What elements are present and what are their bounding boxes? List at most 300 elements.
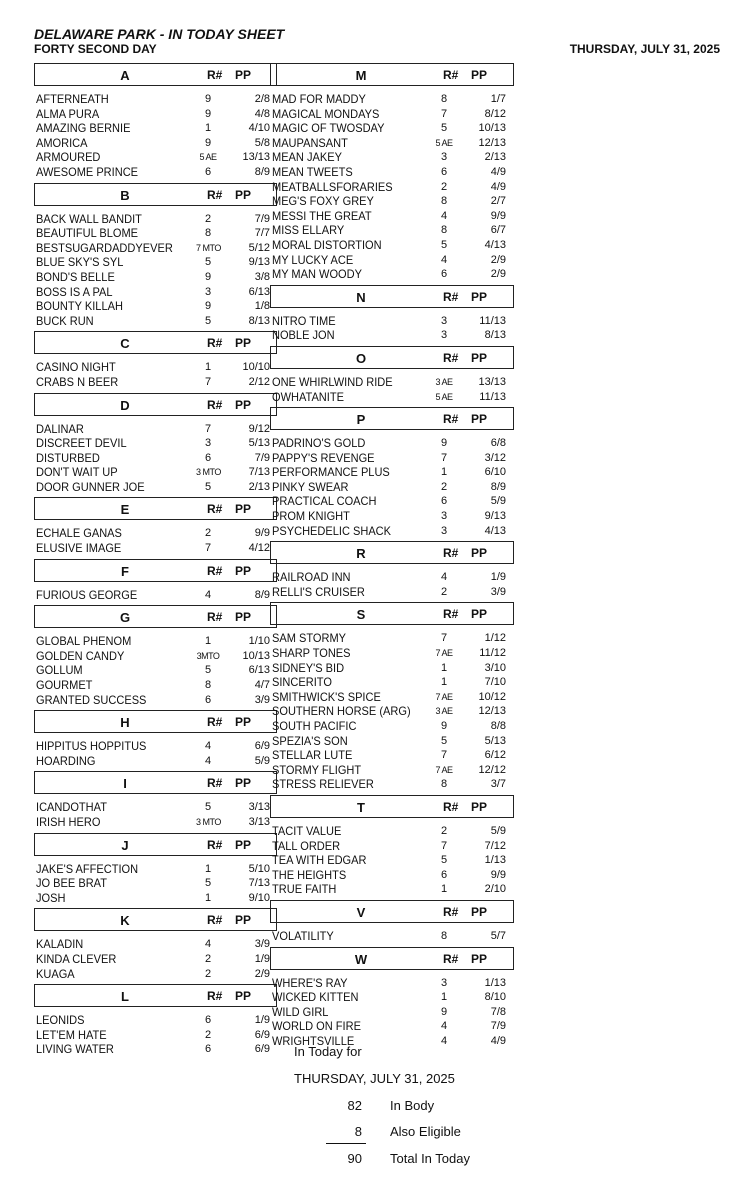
- horse-row: [34, 1028, 277, 1043]
- rnum-header: R#: [207, 715, 223, 730]
- race-number: 3: [204, 437, 212, 450]
- race-number: 2: [440, 180, 448, 193]
- horse-name: STORMY FLIGHT: [272, 762, 362, 777]
- horse-row: [270, 121, 514, 136]
- horse-row: [34, 754, 277, 769]
- section-header-a: [34, 63, 277, 86]
- post-position: 6/8: [490, 437, 506, 450]
- horse-name: BOSS IS A PAL: [36, 284, 113, 299]
- rnum-header: R#: [443, 68, 459, 82]
- post-position: 9/12: [248, 422, 270, 435]
- horse-name: PRACTICAL COACH: [272, 494, 377, 509]
- section-header-b: [34, 183, 277, 206]
- race-number: 8: [440, 778, 448, 791]
- section-letter: K: [120, 913, 130, 929]
- horse-name: IRISH HERO: [36, 815, 101, 829]
- horse-row: [34, 465, 277, 480]
- race-number: 4: [440, 571, 448, 584]
- post-position: 7/9: [254, 451, 270, 464]
- horse-name: GOURMET: [36, 678, 93, 693]
- horse-row: [270, 719, 514, 734]
- pp-header: PP: [471, 607, 488, 622]
- race-number: 9: [440, 1005, 448, 1018]
- horse-row: [270, 494, 514, 509]
- horse-row: [270, 436, 514, 451]
- race-number: 9: [204, 300, 212, 313]
- pp-header: PP: [235, 715, 252, 730]
- horse-name: ICANDOTHAT: [36, 800, 107, 815]
- post-position: 6/13: [248, 285, 270, 298]
- post-position: 5/9: [254, 754, 270, 767]
- race-number: 1: [440, 991, 448, 1004]
- section-header-o: [270, 346, 514, 369]
- horse-row: [34, 422, 277, 437]
- horse-name: KUAGA: [36, 966, 75, 981]
- section-header-v: [270, 900, 514, 923]
- rnum-header: R#: [207, 989, 223, 1004]
- horse-name: LET'EM HATE: [36, 1027, 107, 1042]
- race-number: 1: [440, 661, 448, 674]
- rnum-header: R#: [443, 951, 459, 966]
- section-header-d: [34, 393, 277, 416]
- section-letter: P: [356, 412, 366, 428]
- horse-row: [34, 937, 277, 952]
- section-header-t: [270, 795, 514, 818]
- post-position: 12/13: [478, 705, 506, 718]
- race-number: 1: [204, 361, 212, 374]
- horse-row: [270, 882, 514, 897]
- post-position: 6/9: [254, 740, 270, 753]
- race-number: 8: [440, 224, 448, 237]
- horse-row: [270, 267, 514, 282]
- post-position: 6/13: [248, 664, 270, 677]
- race-number: 3 MTO: [196, 467, 221, 478]
- horse-row: [34, 526, 277, 541]
- post-position: 10/12: [478, 690, 506, 703]
- horse-name: DALINAR: [36, 421, 84, 436]
- post-position: 11/13: [479, 314, 506, 327]
- post-position: 5/12: [248, 241, 270, 254]
- section-header-l: [34, 984, 277, 1007]
- left-column: [34, 60, 277, 1057]
- race-number: 9: [440, 437, 448, 450]
- horse-row: [34, 121, 277, 136]
- horse-row: [270, 253, 514, 268]
- horse-name: SOUTHERN HORSE (ARG): [272, 704, 411, 719]
- horse-name: AMORICA: [36, 135, 88, 150]
- race-number: 5: [204, 664, 212, 677]
- horse-row: [270, 839, 514, 854]
- pp-header: PP: [471, 68, 488, 82]
- horse-name: MAD FOR MADDY: [272, 92, 366, 106]
- horse-row: [34, 967, 277, 982]
- post-position: 7/10: [484, 676, 506, 689]
- horse-row: [34, 212, 277, 227]
- horse-name: VOLATILITY: [272, 928, 334, 943]
- race-number: 2: [440, 585, 448, 598]
- race-number: 3: [440, 314, 448, 327]
- rnum-header: R#: [207, 913, 223, 928]
- pp-header: PP: [471, 289, 488, 304]
- total-count: 90: [347, 1151, 362, 1166]
- horse-row: [34, 285, 277, 300]
- horse-name: BEAUTIFUL BLOME: [36, 226, 139, 241]
- horse-row: [34, 800, 277, 815]
- total-label: Total In Today: [390, 1151, 470, 1166]
- horse-name: ONE WHIRLWIND RIDE: [272, 374, 393, 389]
- rnum-header: R#: [207, 502, 223, 517]
- race-number: 6: [204, 1043, 212, 1056]
- pp-header: PP: [235, 502, 252, 517]
- post-position: 9/9: [490, 868, 506, 881]
- horse-row: [270, 734, 514, 749]
- summary-date: THURSDAY, JULY 31, 2025: [294, 1071, 455, 1086]
- pp-header: PP: [235, 913, 252, 928]
- race-number: 6: [204, 693, 212, 706]
- horse-row: [270, 328, 514, 343]
- pp-header: PP: [235, 776, 252, 791]
- post-position: 3/7: [490, 778, 506, 791]
- horse-name: BACK WALL BANDIT: [36, 211, 142, 226]
- horse-row: [34, 360, 277, 375]
- race-number: 9: [440, 720, 448, 732]
- horse-row: [270, 165, 514, 180]
- horse-row: [270, 480, 514, 495]
- race-number: 7: [440, 107, 448, 120]
- horse-row: [34, 1013, 277, 1028]
- post-position: 8/8: [490, 720, 506, 732]
- horse-name: JAKE'S AFFECTION: [36, 861, 139, 876]
- section-letter: I: [123, 776, 127, 792]
- race-number: 6: [204, 1014, 212, 1027]
- section-header-p: [270, 407, 514, 430]
- race-number: 8: [440, 929, 448, 942]
- horse-row: [270, 704, 514, 719]
- post-position: 2/13: [248, 480, 270, 493]
- section-letter: G: [119, 610, 131, 626]
- horse-row: [34, 226, 277, 241]
- post-position: 2/10: [484, 883, 506, 896]
- horse-row: [270, 451, 514, 466]
- horse-row: [34, 299, 277, 314]
- section-letter: T: [357, 799, 365, 815]
- horse-row: [34, 375, 277, 390]
- post-position: 2/8: [254, 93, 270, 105]
- post-position: 3/10: [484, 661, 506, 674]
- post-position: 1/9: [490, 571, 506, 584]
- section-header-m: [270, 63, 514, 86]
- post-position: 1/9: [254, 1014, 270, 1027]
- rnum-header: R#: [207, 837, 223, 852]
- post-position: 1/12: [484, 632, 506, 645]
- horse-name: CASINO NIGHT: [36, 360, 116, 375]
- pp-header: PP: [471, 546, 488, 561]
- sum-underline: [326, 1143, 366, 1144]
- horse-row: [270, 150, 514, 165]
- race-number: 4: [440, 1020, 448, 1033]
- post-position: 3/13: [248, 816, 270, 828]
- horse-name: MY LUCKY ACE: [272, 252, 354, 267]
- post-position: 9/9: [490, 209, 506, 222]
- race-number: 1: [204, 891, 212, 904]
- horse-row: [270, 675, 514, 690]
- horse-row: [270, 853, 514, 868]
- horse-name: JO BEE BRAT: [36, 876, 107, 891]
- post-position: 12/13: [478, 136, 506, 149]
- horse-row: [34, 678, 277, 693]
- horse-name: ELUSIVE IMAGE: [36, 541, 122, 556]
- race-number: 6: [440, 868, 448, 881]
- horse-row: [34, 92, 277, 107]
- horse-name: BESTSUGARDADDYEVER: [36, 240, 173, 255]
- post-position: 6/7: [490, 224, 506, 237]
- section-header-n: [270, 285, 514, 308]
- horse-row: [270, 194, 514, 209]
- horse-name: MEATBALLSFORARIES: [272, 179, 393, 194]
- rnum-header: R#: [207, 397, 223, 412]
- horse-row: [34, 952, 277, 967]
- post-position: 2/7: [490, 195, 506, 208]
- section-header-h: [34, 710, 277, 733]
- race-number: 7: [440, 749, 448, 762]
- race-number: 8: [440, 93, 448, 105]
- post-position: 11/13: [479, 390, 506, 403]
- horse-name: DISCREET DEVIL: [36, 436, 127, 451]
- horse-row: [270, 92, 514, 107]
- section-letter: V: [356, 904, 366, 920]
- rnum-header: R#: [207, 187, 223, 202]
- post-position: 8/9: [490, 480, 506, 493]
- horse-name: LIVING WATER: [36, 1042, 114, 1057]
- horse-row: [34, 270, 277, 285]
- post-position: 7/13: [248, 466, 270, 479]
- horse-name: WHERE'S RAY: [272, 975, 348, 990]
- race-number: 8: [204, 679, 212, 692]
- race-number: 4: [440, 209, 448, 222]
- post-position: 6/9: [254, 1028, 270, 1041]
- horse-name: WICKED KITTEN: [272, 990, 359, 1005]
- race-number: 5: [204, 314, 212, 327]
- horse-name: MESSI THE GREAT: [272, 208, 372, 223]
- horse-name: LEONIDS: [36, 1013, 85, 1028]
- race-number: 5: [204, 801, 212, 814]
- horse-name: GOLDEN CANDY: [36, 648, 125, 663]
- horse-name: PROM KNIGHT: [272, 509, 350, 524]
- race-number: 2: [204, 952, 212, 965]
- right-column: [270, 60, 514, 1049]
- horse-name: OWHATANITE: [272, 389, 344, 404]
- race-number: 7: [204, 422, 212, 435]
- horse-name: THE HEIGHTS: [272, 867, 347, 882]
- post-position: 13/13: [478, 375, 506, 388]
- horse-name: PERFORMANCE PLUS: [272, 465, 390, 480]
- race-number: 2: [204, 212, 212, 225]
- horse-name: BOUNTY KILLAH: [36, 299, 123, 314]
- horse-row: [34, 649, 277, 664]
- post-position: 4/12: [248, 542, 270, 555]
- horse-row: [270, 524, 514, 539]
- horse-name: GLOBAL PHENOM: [36, 634, 132, 649]
- horse-name: MAUPANSANT: [272, 135, 348, 150]
- section-letter: B: [120, 187, 130, 203]
- horse-row: [34, 255, 277, 270]
- horse-name: CRABS N BEER: [36, 374, 119, 389]
- section-header-j: [34, 833, 277, 856]
- post-position: 9/9: [254, 527, 270, 540]
- section-letter: O: [355, 350, 367, 366]
- rnum-header: R#: [443, 289, 459, 304]
- race-number: 4: [204, 740, 212, 753]
- race-number: 4: [204, 938, 212, 951]
- section-letter: W: [354, 951, 368, 967]
- horse-name: ECHALE GANAS: [36, 526, 122, 541]
- horse-name: RAILROAD INN: [272, 570, 351, 585]
- horse-name: TEA WITH EDGAR: [272, 853, 367, 868]
- horse-name: BUCK RUN: [36, 313, 94, 328]
- horse-name: NOBLE JON: [272, 328, 335, 343]
- post-position: 8/9: [254, 165, 270, 178]
- post-position: 3/9: [254, 938, 270, 951]
- rnum-header: R#: [443, 412, 459, 427]
- horse-row: [270, 585, 514, 600]
- race-number: 3 AE: [435, 376, 453, 387]
- race-number: 7 AE: [435, 764, 453, 775]
- horse-row: [270, 690, 514, 705]
- pp-header: PP: [471, 412, 488, 427]
- race-number: 2: [204, 1028, 212, 1041]
- horse-name: WRIGHTSVILLE: [272, 1033, 355, 1048]
- sheet-subtitle: FORTY SECOND DAY: [34, 42, 157, 56]
- race-number: 3 AE: [435, 706, 453, 717]
- horse-row: [270, 763, 514, 778]
- horse-name: AFTERNEATH: [36, 92, 109, 106]
- section-letter: J: [121, 837, 129, 853]
- section-letter: H: [120, 715, 130, 731]
- post-position: 7/9: [254, 212, 270, 225]
- section-letter: M: [355, 68, 367, 83]
- race-number: 5: [440, 734, 448, 747]
- horse-name: PADRINO'S GOLD: [272, 436, 366, 451]
- post-position: 4/9: [490, 165, 506, 178]
- race-number: 9: [204, 270, 212, 283]
- section-header-s: [270, 602, 514, 625]
- horse-row: [270, 1005, 514, 1020]
- rnum-header: R#: [207, 610, 223, 625]
- post-position: 8/12: [484, 107, 506, 120]
- horse-row: [34, 1042, 277, 1057]
- pp-header: PP: [235, 563, 252, 578]
- horse-name: MY MAN WOODY: [272, 267, 362, 282]
- post-position: 4/9: [490, 1034, 506, 1047]
- race-number: 2: [440, 480, 448, 493]
- post-position: 4/13: [484, 524, 506, 537]
- horse-row: [270, 777, 514, 792]
- pp-header: PP: [471, 904, 488, 919]
- pp-header: PP: [471, 799, 488, 814]
- post-position: 9/10: [248, 891, 270, 904]
- horse-row: [34, 150, 277, 165]
- pp-header: PP: [471, 951, 488, 966]
- post-position: 7/12: [484, 839, 506, 852]
- post-position: 3/9: [254, 693, 270, 706]
- horse-row: [34, 541, 277, 556]
- race-number: 5: [440, 854, 448, 867]
- horse-name: SAM STORMY: [272, 631, 347, 646]
- horse-row: [270, 223, 514, 238]
- post-position: 11/12: [479, 647, 506, 660]
- race-number: 2: [440, 824, 448, 837]
- horse-name: AMAZING BERNIE: [36, 121, 131, 136]
- also-eligible-label: Also Eligible: [390, 1124, 461, 1139]
- horse-row: [34, 891, 277, 906]
- horse-row: [34, 165, 277, 180]
- post-position: 10/13: [242, 649, 270, 662]
- race-number: 8: [440, 195, 448, 208]
- section-header-r: [270, 541, 514, 564]
- horse-row: [270, 509, 514, 524]
- section-letter: F: [121, 563, 129, 579]
- race-number: 3: [440, 524, 448, 537]
- race-number: 4: [440, 1034, 448, 1047]
- horse-name: HOARDING: [36, 753, 96, 768]
- horse-name: AWESOME PRINCE: [36, 164, 139, 179]
- rnum-header: R#: [207, 336, 223, 351]
- post-position: 6/9: [254, 1043, 270, 1056]
- post-position: 1/13: [484, 976, 506, 989]
- horse-row: [270, 631, 514, 646]
- post-position: 7/8: [490, 1005, 506, 1018]
- post-position: 5/10: [248, 862, 270, 875]
- summary-intro: In Today for: [294, 1044, 362, 1059]
- post-position: 8/13: [484, 329, 506, 342]
- section-header-k: [34, 908, 277, 931]
- race-number: 5: [440, 122, 448, 135]
- horse-row: [270, 646, 514, 661]
- horse-row: [270, 375, 514, 390]
- horse-row: [34, 107, 277, 122]
- horse-name: PINKY SWEAR: [272, 479, 349, 494]
- horse-name: PAPPY'S REVENGE: [272, 450, 375, 465]
- section-letter: E: [120, 502, 130, 518]
- horse-name: SHARP TONES: [272, 646, 351, 661]
- race-number: 1: [204, 862, 212, 875]
- horse-name: RELLI'S CRUISER: [272, 584, 365, 599]
- rnum-header: R#: [443, 904, 459, 919]
- post-position: 7/9: [490, 1020, 506, 1033]
- race-number: 8: [204, 227, 212, 240]
- horse-name: JOSH: [36, 890, 66, 905]
- race-number: 7: [440, 632, 448, 645]
- post-position: 12/12: [478, 763, 506, 776]
- pp-header: PP: [235, 837, 252, 852]
- horse-row: [34, 862, 277, 877]
- post-position: 4/8: [254, 107, 270, 120]
- post-position: 1/8: [254, 300, 270, 313]
- horse-row: [34, 480, 277, 495]
- horse-row: [34, 739, 277, 754]
- horse-row: [270, 1019, 514, 1034]
- race-number: 6: [204, 165, 212, 178]
- race-number: 5: [204, 877, 212, 890]
- horse-name: MORAL DISTORTION: [272, 237, 382, 252]
- horse-name: WORLD ON FIRE: [272, 1019, 361, 1034]
- sheet-title: DELAWARE PARK - IN TODAY SHEET: [34, 26, 285, 42]
- horse-name: ALMA PURA: [36, 106, 100, 121]
- horse-name: DISTURBED: [36, 450, 100, 465]
- race-number: 6: [440, 268, 448, 281]
- race-number: 6: [440, 495, 448, 508]
- post-position: 5/7: [490, 929, 506, 942]
